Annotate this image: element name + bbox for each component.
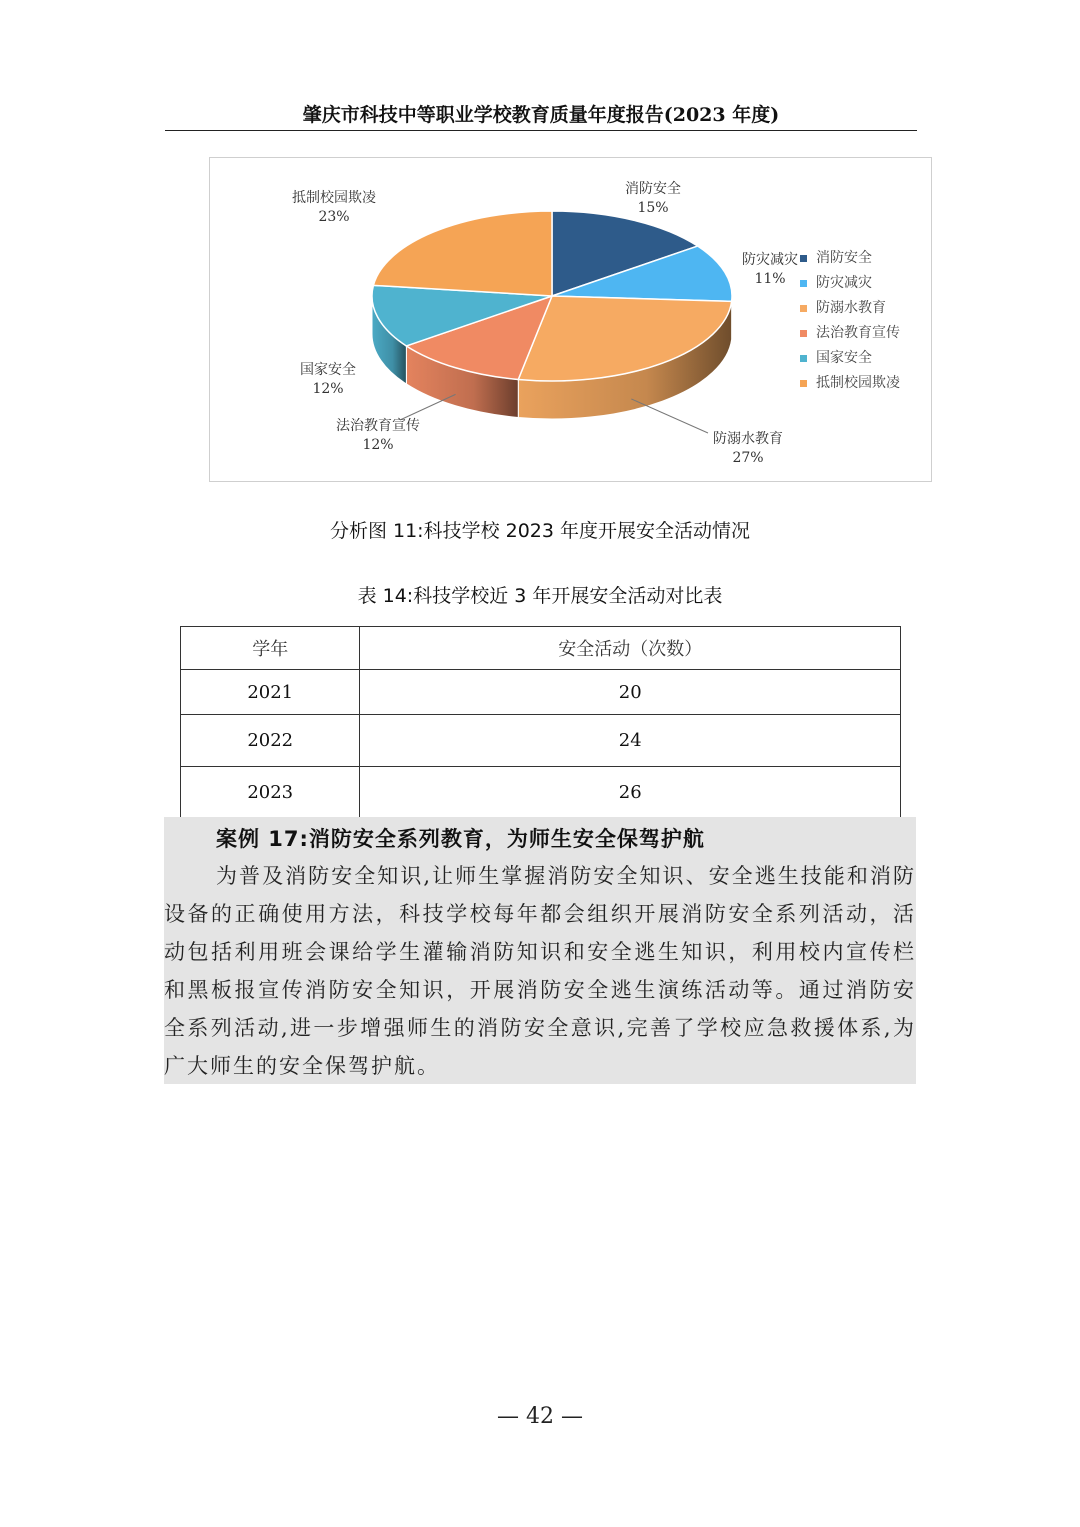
- label-fire-safety: 消防安全 15%: [625, 181, 681, 216]
- legend-item: 防灾减灾: [800, 271, 900, 296]
- label-law-education: 法治教育宣传 12%: [336, 418, 420, 453]
- page-number: — 42 —: [497, 1404, 583, 1429]
- header-year: 学年: [181, 627, 360, 670]
- cell-count: 26: [360, 767, 901, 818]
- cell-year: 2023: [181, 767, 360, 818]
- table-caption: 表 14:科技学校近 3 年开展安全活动对比表: [357, 585, 723, 607]
- activity-table: [180, 626, 901, 818]
- legend-swatch: [800, 305, 807, 312]
- legend-item: 消防安全: [800, 246, 900, 271]
- case-title: 案例 17:消防安全系列教育，为师生安全保驾护航: [216, 827, 705, 851]
- case-body: 为普及消防安全知识,让师生掌握消防安全知识、安全逃生技能和消防设备的正确使用方法，科技学校每年都会组织开展消防安全系列活动，活动包括利用班会课给学生灌输消防知识和安全逃生知识，利用校内宣传栏和黑板报宣传消防安全知识，开展消防安全逃生演练活动等。通过消防安全系列活动,进一步增强师生的消防安全意识,完善了学校应急救援体系,为广大师生的安全保驾护航。: [164, 864, 916, 1078]
- legend-item: 防溺水教育: [800, 296, 900, 321]
- label-national-security: 国家安全 12%: [300, 362, 356, 397]
- case-box: [164, 817, 916, 1084]
- legend-swatch: [800, 330, 807, 337]
- cell-count: 24: [360, 715, 901, 767]
- header-activities: 安全活动（次数）: [360, 627, 901, 670]
- leader-line: [631, 399, 708, 433]
- legend-item: 抵制校园欺凌: [800, 371, 900, 396]
- table-row: [181, 715, 901, 767]
- legend-swatch: [800, 280, 807, 287]
- legend-swatch: [800, 380, 807, 387]
- cell-year: 2022: [181, 715, 360, 767]
- legend-item: 国家安全: [800, 346, 900, 371]
- page-header: 肇庆市科技中等职业学校教育质量年度报告(2023 年度): [165, 100, 917, 131]
- cell-count: 20: [360, 670, 901, 715]
- label-anti-bullying: 抵制校园欺凌 23%: [292, 190, 376, 225]
- legend-swatch: [800, 355, 807, 362]
- table-row: [181, 670, 901, 715]
- figure-caption: 分析图 11:科技学校 2023 年度开展安全活动情况: [329, 520, 751, 542]
- table-header-row: [181, 627, 901, 670]
- legend-item: 法治教育宣传: [800, 321, 900, 346]
- chart-legend: [800, 246, 900, 396]
- label-anti-drowning: 防溺水教育 27%: [713, 431, 783, 466]
- legend-swatch: [800, 255, 807, 262]
- pie-chart: [209, 157, 932, 482]
- pie-slice-5: [373, 211, 552, 296]
- table-row: [181, 767, 901, 818]
- label-disaster-reduction: 防灾减灾 11%: [742, 252, 798, 287]
- cell-year: 2021: [181, 670, 360, 715]
